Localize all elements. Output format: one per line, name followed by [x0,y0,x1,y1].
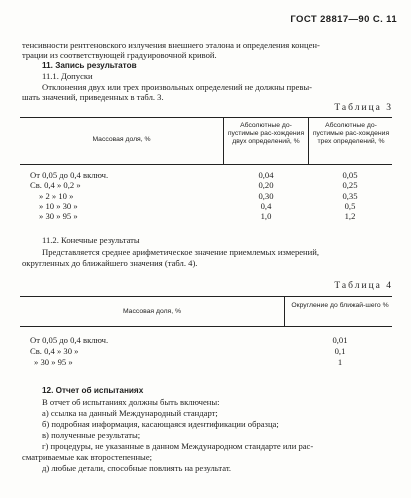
table-3-row-2-two: 0,20 [258,180,274,190]
table-3-divider-2 [308,117,309,164]
section-12-item-a: а) ссылка на данный Международный стандарт; [42,408,218,418]
intro-line-2: трации из соответствующей градуировочной кривой. [22,50,217,60]
section-11-1-title: 11.1. Допуски [42,71,93,81]
section-12-line-1: В отчет об испытаниях должны быть включены: [42,397,220,407]
table-3-col-mass: Массовая доля, % [92,136,151,143]
table-4-row-1-round: 0,01 [332,335,348,345]
table-3-row-5-two: 1,0 [260,211,272,221]
table-3-row-4-three: 0,5 [344,201,356,211]
section-12-item-d: д) любые детали, способные повлиять на результат. [42,463,232,473]
table-3-row-4-two: 0,4 [260,201,272,211]
table-4-row-2-range: Св. 0,4 » 30 » [30,346,79,356]
table-3-divider-1 [223,117,224,164]
table-4-row-2-round: 0,1 [334,346,346,356]
table-3-row-1-three: 0,05 [342,170,358,180]
section-11-2-line-2: округленных до ближайшего значения (табл. 4). [22,258,198,268]
section-12-item-b: б) подробная информация, касающаяся идентификации образца; [42,419,279,429]
section-11-2-title: 11.2. Конечные результаты [42,235,140,245]
table-4-row-3-round: 1 [337,357,343,367]
section-12-item-v: в) полученные результаты; [42,430,141,440]
table-4-row-3-range: » 30 » 95 » [34,357,73,367]
table-3-row-1-range: От 0,05 до 0,4 включ. [30,170,109,180]
table-3-row-4-range: » 10 » 30 » [39,201,78,211]
table-3-row-3-two: 0,30 [258,191,274,201]
section-11-2-line-1: Представляется среднее арифметическое значение приемлемых измерений, [42,247,320,257]
table-3-header-rule [20,164,392,165]
section-12-title: 12. Отчет об испытаниях [42,386,144,395]
table-3-row-1-two: 0,04 [258,170,274,180]
table-4-col-round: Округление до ближай-шего % [291,302,389,309]
table-4-top-rule [20,296,392,297]
table-3-row-2-range: Св. 0,4 » 0,2 » [30,180,81,190]
table-4-caption: Таблица 4 [334,281,393,291]
section-12-item-g-line-2: сматриваемые как второстепенные; [22,452,153,462]
section-11-1-line-2: шать значений, приведенных в табл. 3. [22,92,164,102]
section-12-item-g-line-1: г) процедуры, не указанные в данном Международном стандарте или рас- [42,441,314,451]
table-3-col-two: Абсолютные до-пустимые рас-хождения двух определений, % [227,122,305,145]
table-3-caption: Таблица 3 [334,103,393,113]
table-3-row-5-range: » 30 » 95 » [39,211,78,221]
table-4-row-1-range: От 0,05 до 0,4 включ. [30,335,109,345]
table-4-col-mass: Массовая доля, % [122,308,182,315]
table-3-row-3-three: 0,35 [342,191,358,201]
page-header: ГОСТ 28817—90 С. 11 [290,14,397,25]
table-3-top-rule [20,117,392,118]
section-11-1-line-1: Отклонения двух или трех произвольных определений не должны превы- [42,82,313,92]
table-3-col-three: Абсолютные до-пустимые рас-хождения трех определений, % [312,122,390,145]
table-3-row-3-range: » 2 » 10 » [39,191,74,201]
section-11-title: 11. Запись результатов [42,61,137,70]
table-3-row-5-three: 1,2 [344,211,356,221]
table-4-divider [284,296,285,326]
intro-line-1: тенсивности рентгеновского излучения внешнего эталона и определения концен- [22,40,320,50]
table-3-row-2-three: 0,25 [342,180,358,190]
table-4-header-rule [20,326,392,327]
